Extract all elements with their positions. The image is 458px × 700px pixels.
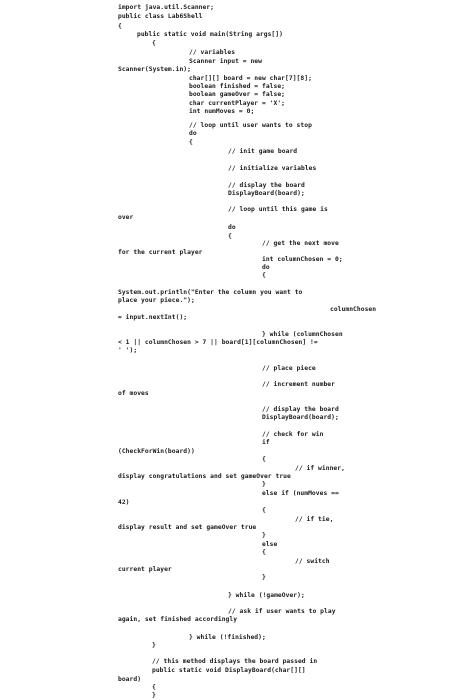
code-line: { [262,456,266,463]
code-line: do [262,264,270,271]
code-line: // get the next move [262,240,339,247]
code-line: { [152,684,156,691]
code-line: else if (numMoves == [262,490,339,497]
code-line: // increment number [262,381,335,388]
code-line: // ask if user wants to play [228,608,336,615]
code-line: // check for win [262,431,324,438]
code-line: boolean finished = false; [189,83,286,90]
code-line: } while (!gameOver); [228,592,305,599]
code-line: // loop until user wants to stop [189,122,312,129]
code-line: char[][] board = new char[7][8]; [189,75,312,82]
code-line: DisplayBoard(board); [262,414,339,421]
code-line: System.out.println("Enter the column you want to [118,289,303,296]
code-line: do [189,130,197,137]
code-line: over [118,214,134,221]
code-line: public static void main(String args[]) [137,31,283,38]
code-line: } [152,692,156,699]
code-line: boolean gameOver = false; [189,91,286,98]
code-line: place your piece."); [118,297,195,304]
code-line: current player [118,566,172,573]
code-line: public class Lab6Shell [118,13,203,20]
code-line: { [262,272,266,279]
code-line: ' '); [118,347,138,354]
code-line: // display the board [262,406,339,413]
code-line: // loop until this game is [228,206,328,213]
code-line: } [262,574,266,581]
code-line: } [152,642,156,649]
code-line: // initialize variables [228,165,317,172]
code-line: { [189,139,193,146]
code-line: Scanner(System.in); [118,66,191,73]
code-line: board) [118,676,142,683]
code-line: 42) [118,499,130,506]
code-line: } [262,481,266,488]
code-line: } [262,532,266,539]
code-line: of moves [118,390,149,397]
code-line: } while (!finished); [189,634,266,641]
code-line: else [262,541,278,548]
code-line: { [118,23,122,30]
code-line: // if winner, [295,465,345,472]
code-line: { [228,233,232,240]
code-line: // variables [189,49,236,56]
code-line: = input.nextInt(); [118,314,188,321]
code-line: // display the board [228,182,305,189]
code-line: columnChosen [330,306,377,313]
code-line: if [262,439,270,446]
code-line: // if tie, [295,516,334,523]
code-line: display result and set gameOver true [118,524,257,531]
code-line: // place piece [262,365,316,372]
code-line: again, set finished accordingly [118,616,238,623]
code-line: import java.util.Scanner; [118,4,215,11]
code-line: int numMoves = 0; [189,108,255,115]
code-line: { [262,507,266,514]
code-line: // this method displays the board passed in [152,658,318,665]
code-line: DisplayBoard(board); [228,190,305,197]
code-line: public static void DisplayBoard(char[][] [152,667,306,674]
code-line: // switch [295,558,330,565]
code-line: int columnChosen = 0; [262,256,343,263]
code-line: { [262,549,266,556]
code-line: < 1 || columnChosen > 7 || board[1][columnChosen] != [118,339,318,346]
code-line: char currentPlayer = 'X'; [189,100,286,107]
code-line: for the current player [118,249,203,256]
code-line: // init game board [228,148,298,155]
code-line: do [228,224,236,231]
code-line: } while (columnChosen [262,331,343,338]
code-line: { [152,40,156,47]
code-line: display congratulations and set gameOver true [118,473,291,480]
code-line: (CheckForWin(board)) [118,448,195,455]
code-line: Scanner input = new [189,58,262,65]
